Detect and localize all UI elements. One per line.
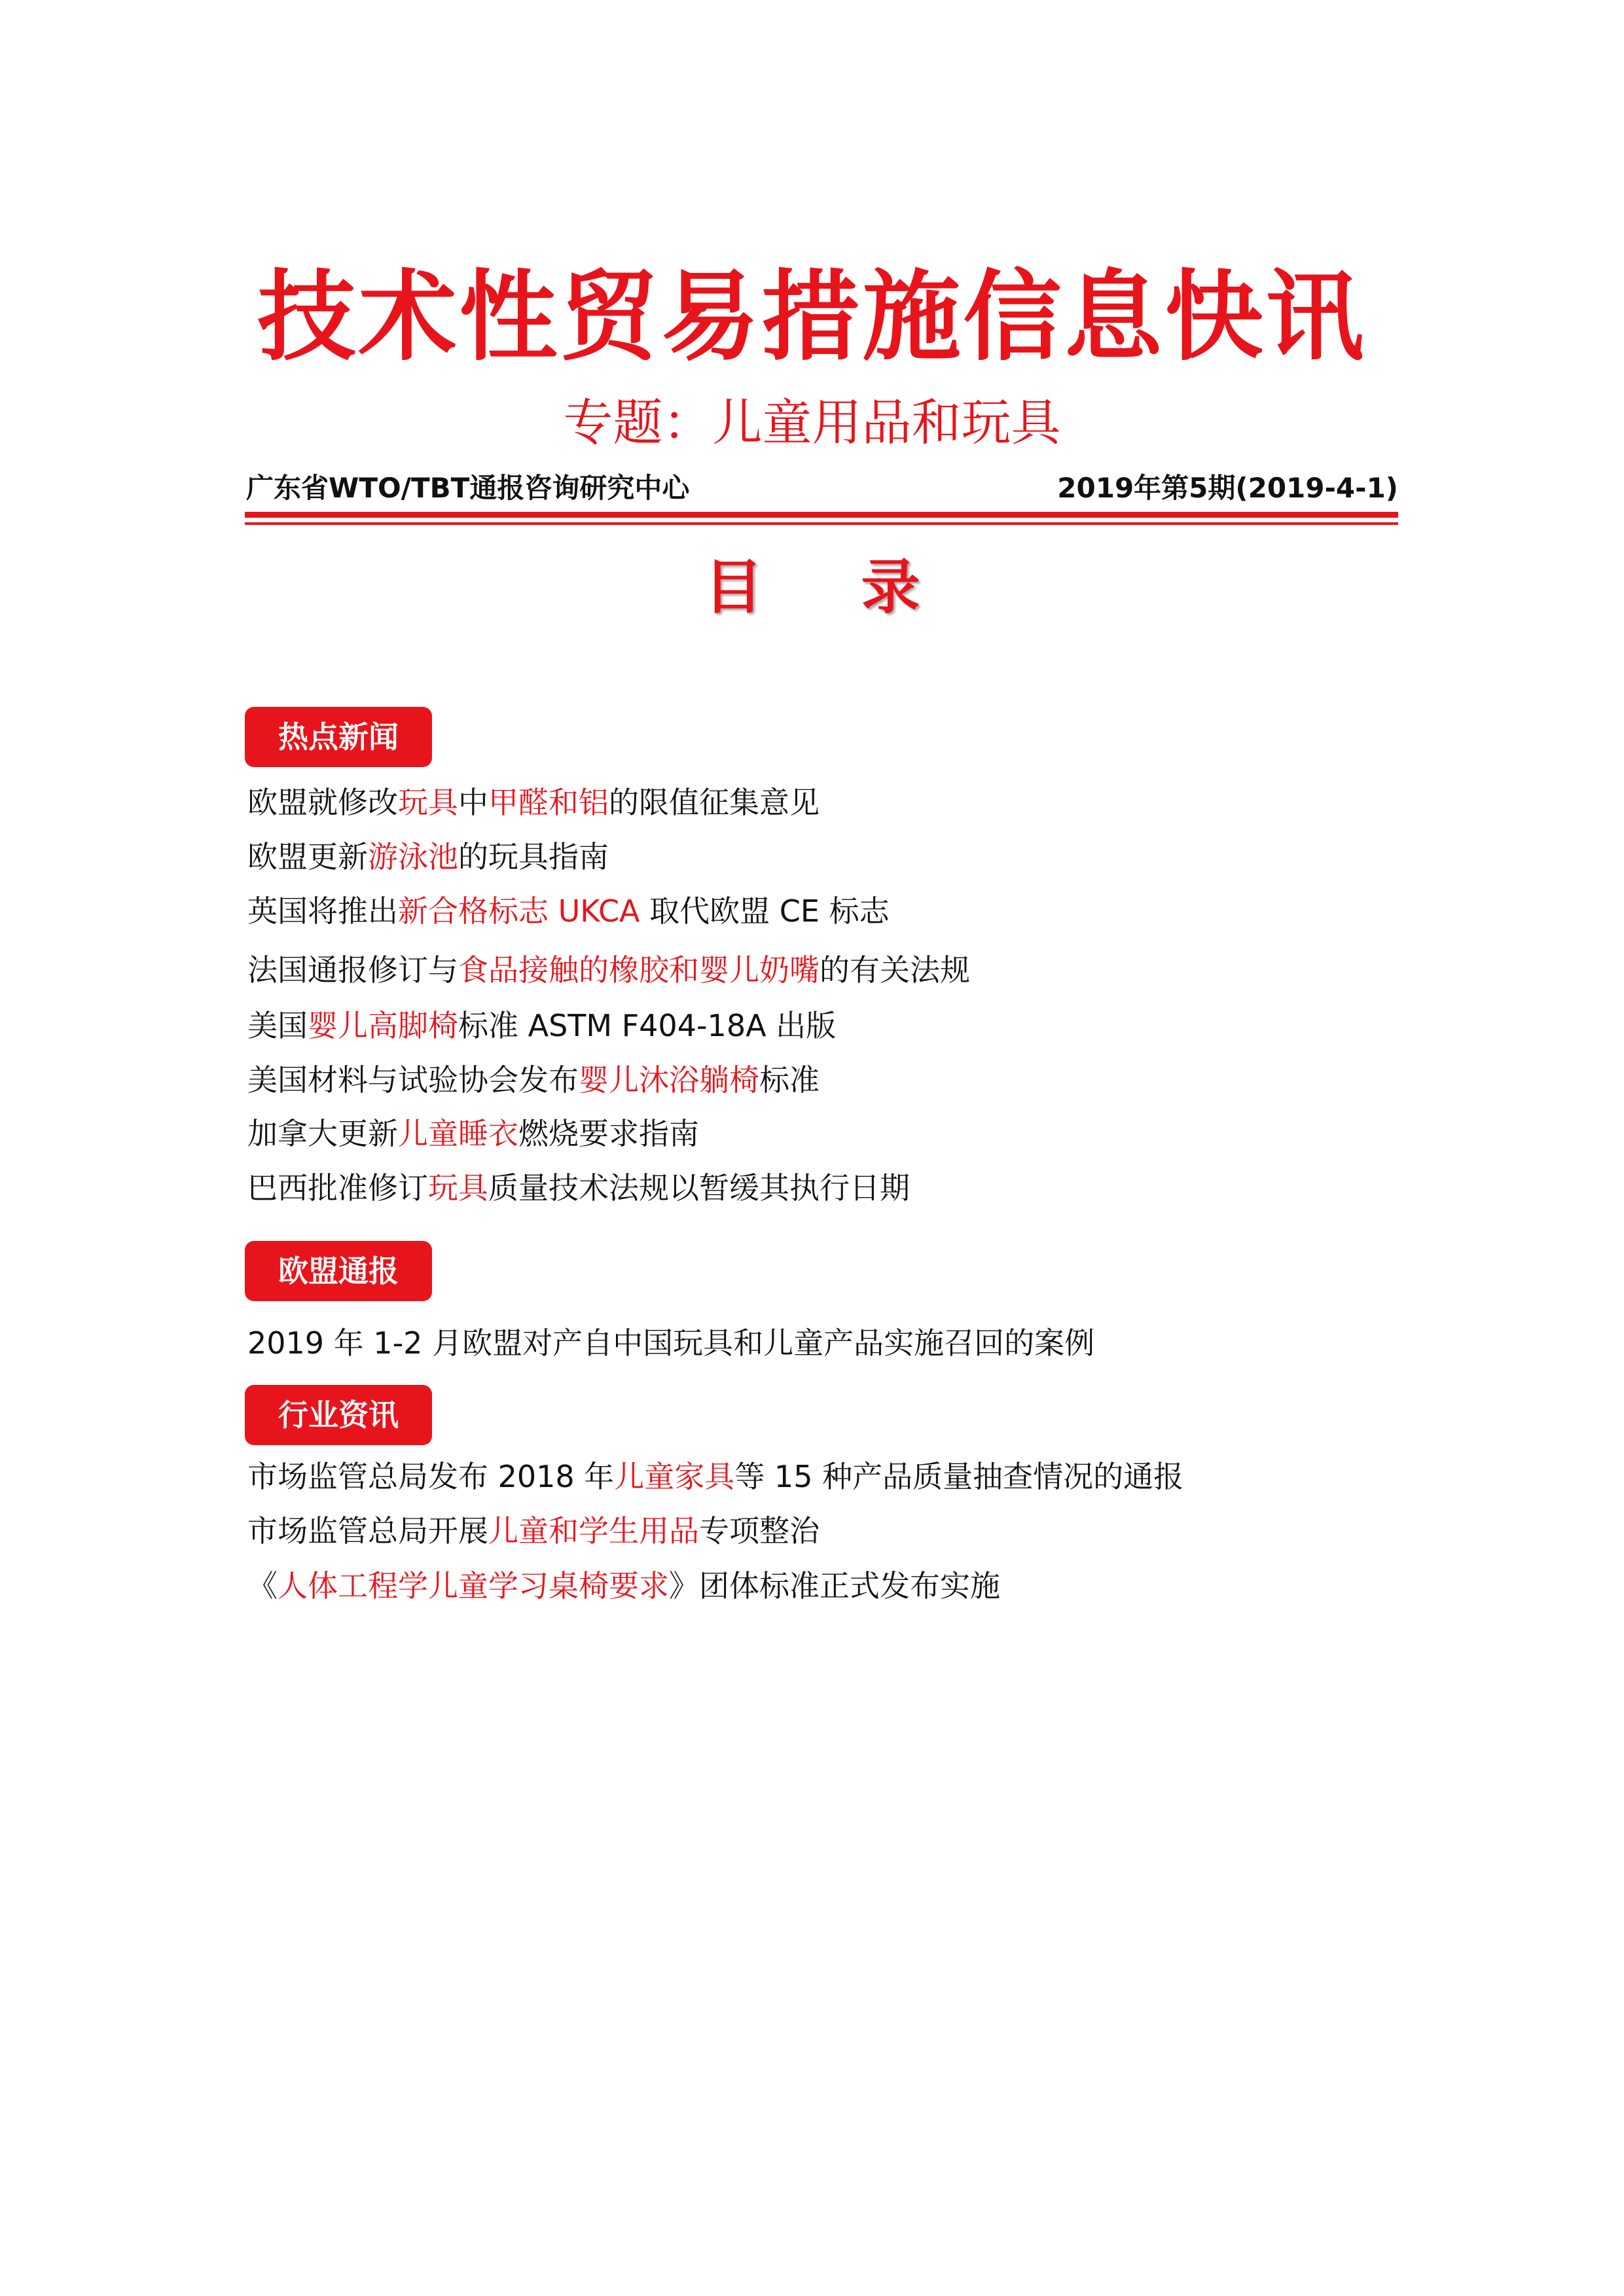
toc-entry[interactable]: 英国将推出新合格标志 UKCA 取代欧盟 CE 标志 bbox=[247, 893, 890, 929]
toc-entry[interactable]: 《人体工程学儿童学习桌椅要求》团体标准正式发布实施 bbox=[247, 1568, 1000, 1604]
issuer-label: 广东省WTO/TBT通报咨询研究中心 bbox=[246, 472, 690, 504]
section-tag-eu-notification: 欧盟通报 bbox=[245, 1241, 432, 1301]
toc-entry[interactable]: 欧盟更新游泳池的玩具指南 bbox=[247, 839, 609, 874]
toc-title: 目录 bbox=[704, 553, 1019, 622]
header-rule-thin bbox=[245, 522, 1398, 525]
toc-entry[interactable]: 市场监管总局发布 2018 年儿童家具等 15 种产品质量抽查情况的通报 bbox=[247, 1459, 1184, 1494]
section-tag-hot-news: 热点新闻 bbox=[245, 707, 432, 767]
toc-entry[interactable]: 巴西批准修订玩具质量技术法规以暂缓其执行日期 bbox=[247, 1170, 910, 1206]
toc-entry[interactable]: 欧盟就修改玩具中甲醛和铝的限值征集意见 bbox=[247, 785, 820, 820]
main-title: 技术性贸易措施信息快讯 bbox=[257, 260, 1367, 374]
issue-number: 2019年第5期(2019-4-1) bbox=[1057, 472, 1398, 504]
toc-entry[interactable]: 美国材料与试验协会发布婴儿沐浴躺椅标准 bbox=[247, 1062, 820, 1098]
section-tag-industry-news: 行业资讯 bbox=[245, 1385, 432, 1445]
toc-entry[interactable]: 加拿大更新儿童睡衣燃烧要求指南 bbox=[247, 1116, 699, 1151]
toc-entry[interactable]: 2019 年 1-2 月欧盟对产自中国玩具和儿童产品实施召回的案例 bbox=[247, 1325, 1095, 1361]
toc-entry[interactable]: 美国婴儿高脚椅标准 ASTM F404-18A 出版 bbox=[247, 1008, 837, 1043]
header-rule-thick bbox=[245, 512, 1398, 518]
subtitle: 专题：儿童用品和玩具 bbox=[563, 393, 1061, 452]
toc-entry[interactable]: 市场监管总局开展儿童和学生用品专项整治 bbox=[247, 1513, 820, 1549]
toc-entry[interactable]: 法国通报修订与食品接触的橡胶和婴儿奶嘴的有关法规 bbox=[247, 952, 970, 988]
